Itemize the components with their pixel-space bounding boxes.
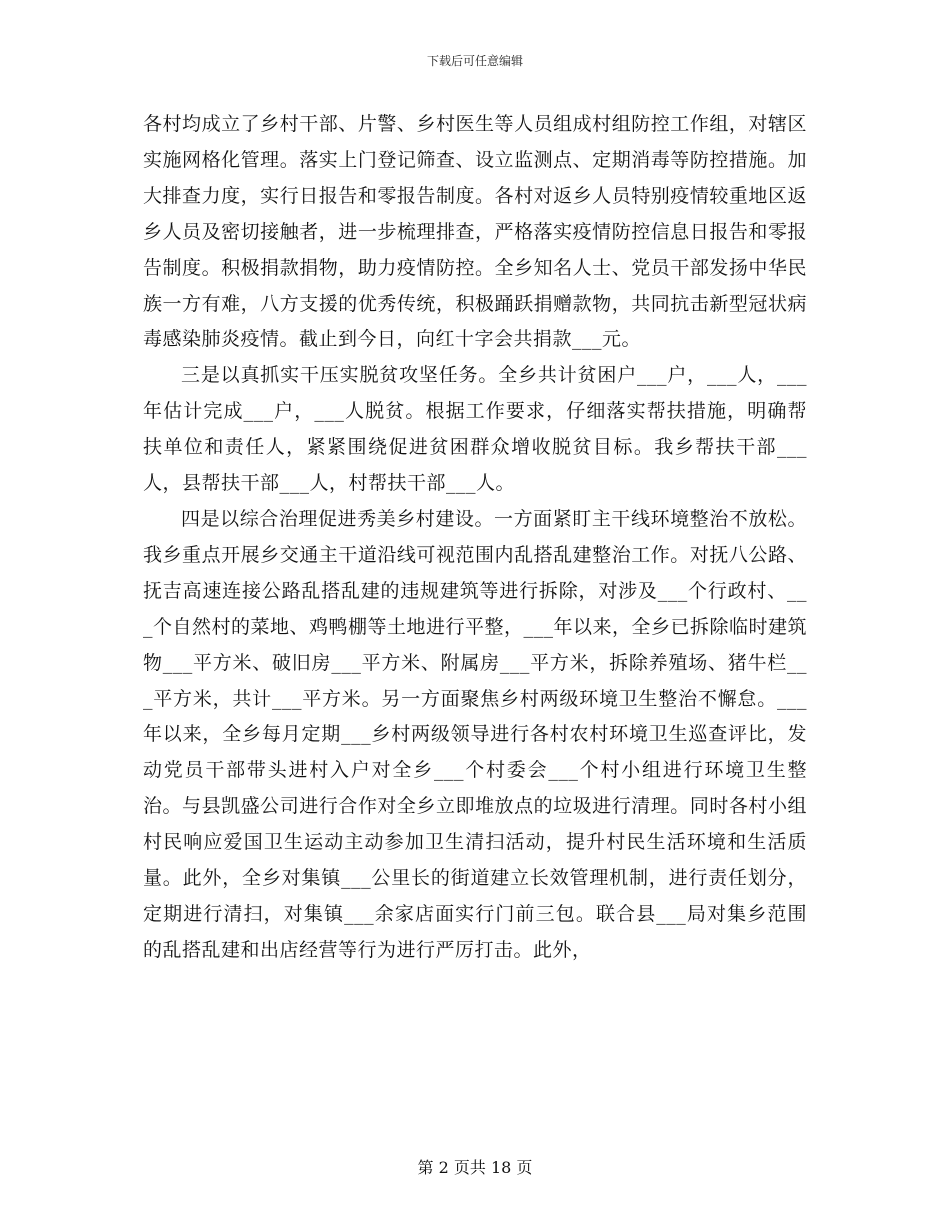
paragraph-poverty-alleviation: 三是以真抓实干压实脱贫攻坚任务。全乡共计贫困户___户，___人，___年估计完成___户，___人脱贫。根据工作要求，仔细落实帮扶措施，明确帮扶单位和责任人，紧紧围绕促进贫困群众增收脱贫目标。我乡帮扶干部___人，县帮扶干部___人，村帮扶干部___人。 bbox=[143, 364, 807, 495]
paragraph-village-environment: 四是以综合治理促进秀美乡村建设。一方面紧盯主干线环境整治不放松。我乡重点开展乡交通主干道沿线可视范围内乱搭乱建整治工作。对抚八公路、抚吉高速连接公路乱搭乱建的违规建筑等进行拆除，对涉及___个行政村、___个自然村的菜地、鸡鸭棚等土地进行平整，___年以来，全乡已拆除临时建筑物___平方米、破旧房___平方米、附属房___平方米，拆除养殖场、猪牛栏___平方米，共计___平方米。另一方面聚焦乡村两级环境卫生整治不懈怠。___年以来，全乡每月定期___乡村两级领导进行各村农村环境卫生巡查评比，发动党员干部带头进村入户对全乡___个村委会___个村小组进行环境卫生整治。与县凯盛公司进行合作对全乡立即堆放点的垃圾进行清理。同时各村小组村民响应爱国卫生运动主动参加卫生清扫活动，提升村民生活环境和生活质量。此外，全乡对集镇___公里长的街道建立长效管理机制，进行责任划分，定期进行清扫，对集镇___余家店面实行门前三包。联合县___局对集乡范围的乱搭乱建和出店经营等行为进行严厉打击。此外， bbox=[143, 507, 808, 961]
page-number: 第 2 页共 18 页 bbox=[417, 1158, 533, 1177]
paragraph-epidemic-prevention: 各村均成立了乡村干部、片警、乡村医生等人员组成村组防控工作组，对辖区实施网格化管理。落实上门登记筛查、设立监测点、定期消毒等防控措施。加大排查力度，实行日报告和零报告制度。各村对返乡人员特别疫情较重地区返乡人员及密切接触者，进一步梳理排查，严格落实疫情防控信息日报告和零报告制度。积极捐款捐物，助力疫情防控。全乡知名人士、党员干部发扬中华民族一方有难，八方支援的优秀传统，积极踊跃捐赠款物，共同抗击新型冠状病毒感染肺炎疫情。截止到今日，向红十字会共捐款___元。 bbox=[143, 113, 807, 351]
page-header: 下载后可任意编辑 bbox=[426, 54, 523, 68]
document-body bbox=[143, 107, 807, 969]
